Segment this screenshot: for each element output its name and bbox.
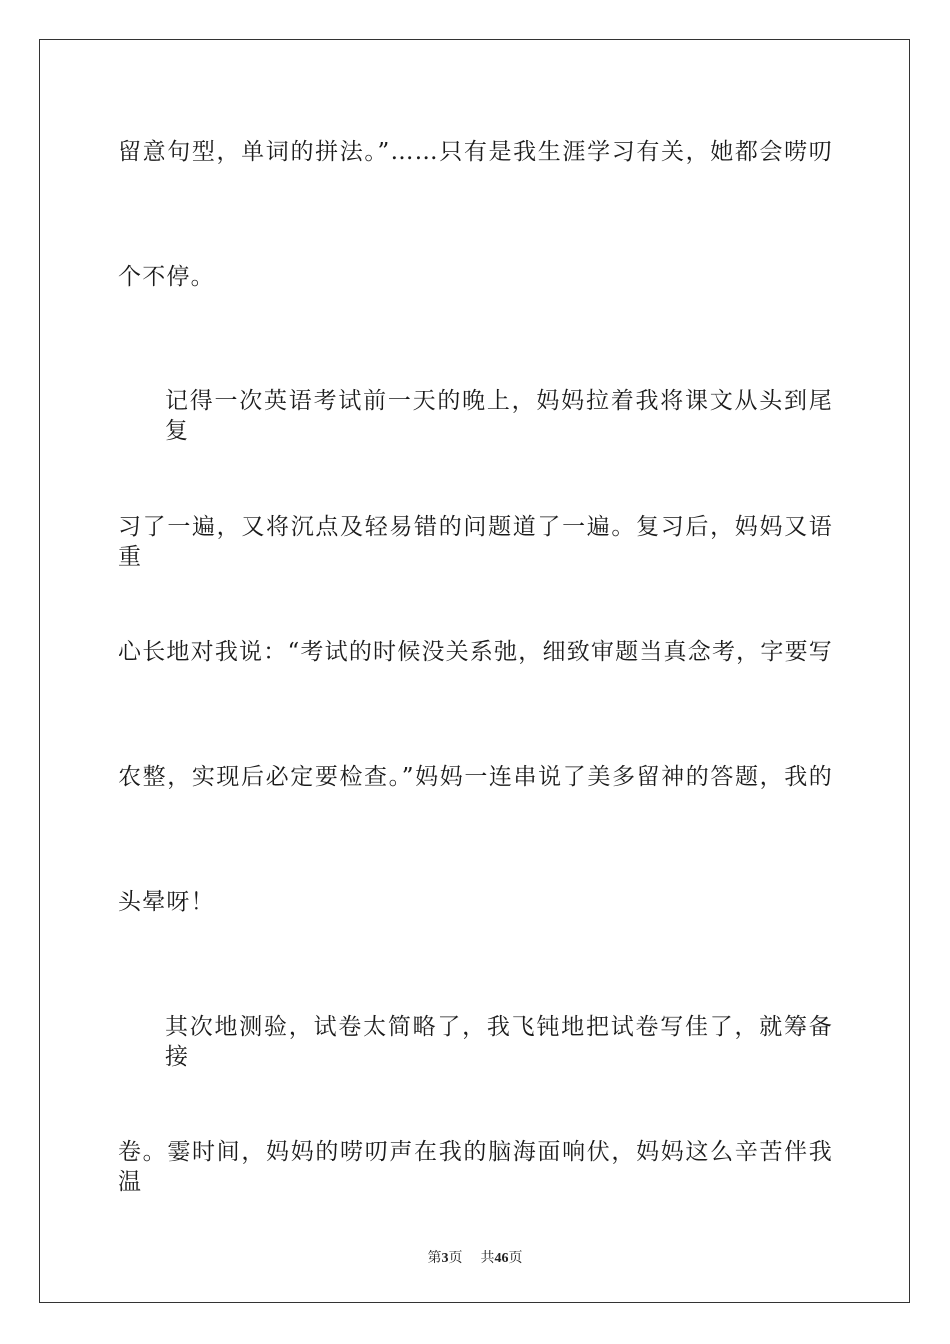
- page-footer: [0, 1248, 950, 1269]
- page-suffix: 页: [448, 1250, 463, 1266]
- text-line-7: 头晕呀！: [118, 889, 215, 915]
- text-line-6: 农整，实现后必定要检查。”妈妈一连串说了美多留神的答题，我的: [118, 764, 833, 790]
- text-line-2: 个不停。: [118, 264, 215, 290]
- page-border: [39, 39, 910, 1303]
- text-line-1: 留意句型，单词的拼法。”……只有是我生涯学习有关，她都会唠叨: [118, 139, 833, 165]
- page-number: 3: [441, 1251, 449, 1266]
- total-prefix: 共: [480, 1250, 495, 1266]
- text-line-8: 其次地测验，试卷太简略了，我飞钝地把试卷写佳了，就筹备接: [165, 1014, 833, 1070]
- total-pages: 46: [494, 1251, 509, 1266]
- page-prefix: 第: [427, 1250, 442, 1266]
- text-line-9: 卷。霎时间，妈妈的唠叨声在我的脑海面响伏，妈妈这么辛苦伴我温: [118, 1139, 833, 1195]
- text-line-5: 心长地对我说：“考试的时候没关系弛，细致审题当真念考，字要写: [118, 639, 833, 665]
- text-line-3: 记得一次英语考试前一天的晚上，妈妈拉着我将课文从头到尾复: [165, 388, 833, 444]
- text-line-4: 习了一遍，又将沉点及轻易错的问题道了一遍。复习后，妈妈又语重: [118, 514, 833, 570]
- total-suffix: 页: [508, 1250, 523, 1266]
